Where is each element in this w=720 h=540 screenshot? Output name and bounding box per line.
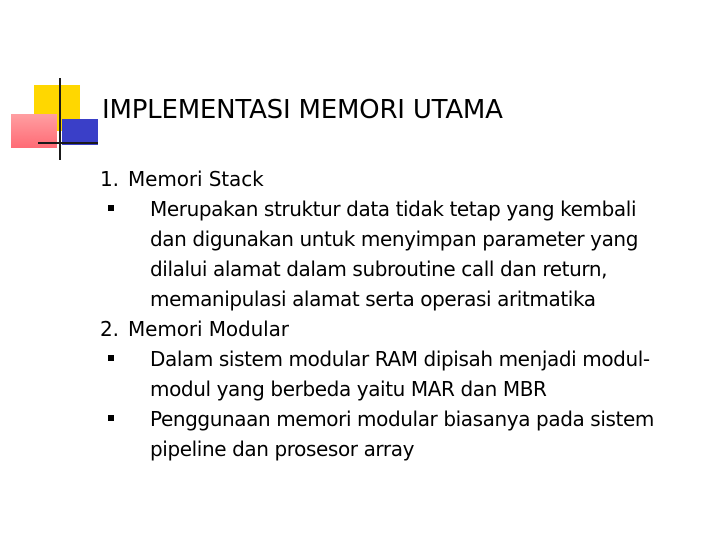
bullet-item [100,404,706,464]
square-bullet-icon [108,415,114,421]
bullet-item [100,344,706,404]
bullet-line: Dalam sistem modular RAM dipisah menjadi modul- [150,347,650,371]
title-decoration [0,0,110,170]
bullet-line: modul yang berbeda yaitu MAR dan MBR [150,377,547,401]
bullet-line: Merupakan struktur data tidak tetap yang kembali [150,197,637,221]
numbered-item-memori-modular [100,314,706,344]
bullet-item [100,194,706,314]
bullet-line: Penggunaan memori modular biasanya pada sistem [150,407,654,431]
slide-content [100,164,706,464]
bullet-line: dilalui alamat dalam subroutine call dan return, [150,257,608,281]
decoration-horizontal-line [38,142,98,144]
bullet-line: memanipulasi alamat serta operasi aritmatika [150,287,596,311]
bullet-line: dan digunakan untuk menyimpan parameter yang [150,227,638,251]
slide-title: IMPLEMENTASI MEMORI UTAMA [102,95,503,125]
numbered-item-memori-stack [100,164,706,194]
item-heading: Memori Stack [128,167,264,191]
item-heading: Memori Modular [128,317,289,341]
square-bullet-icon [108,205,114,211]
item-number: 1. [100,167,119,191]
item-number: 2. [100,317,119,341]
decoration-vertical-line [59,78,61,160]
bullet-line: pipeline dan prosesor array [150,437,415,461]
square-bullet-icon [108,355,114,361]
